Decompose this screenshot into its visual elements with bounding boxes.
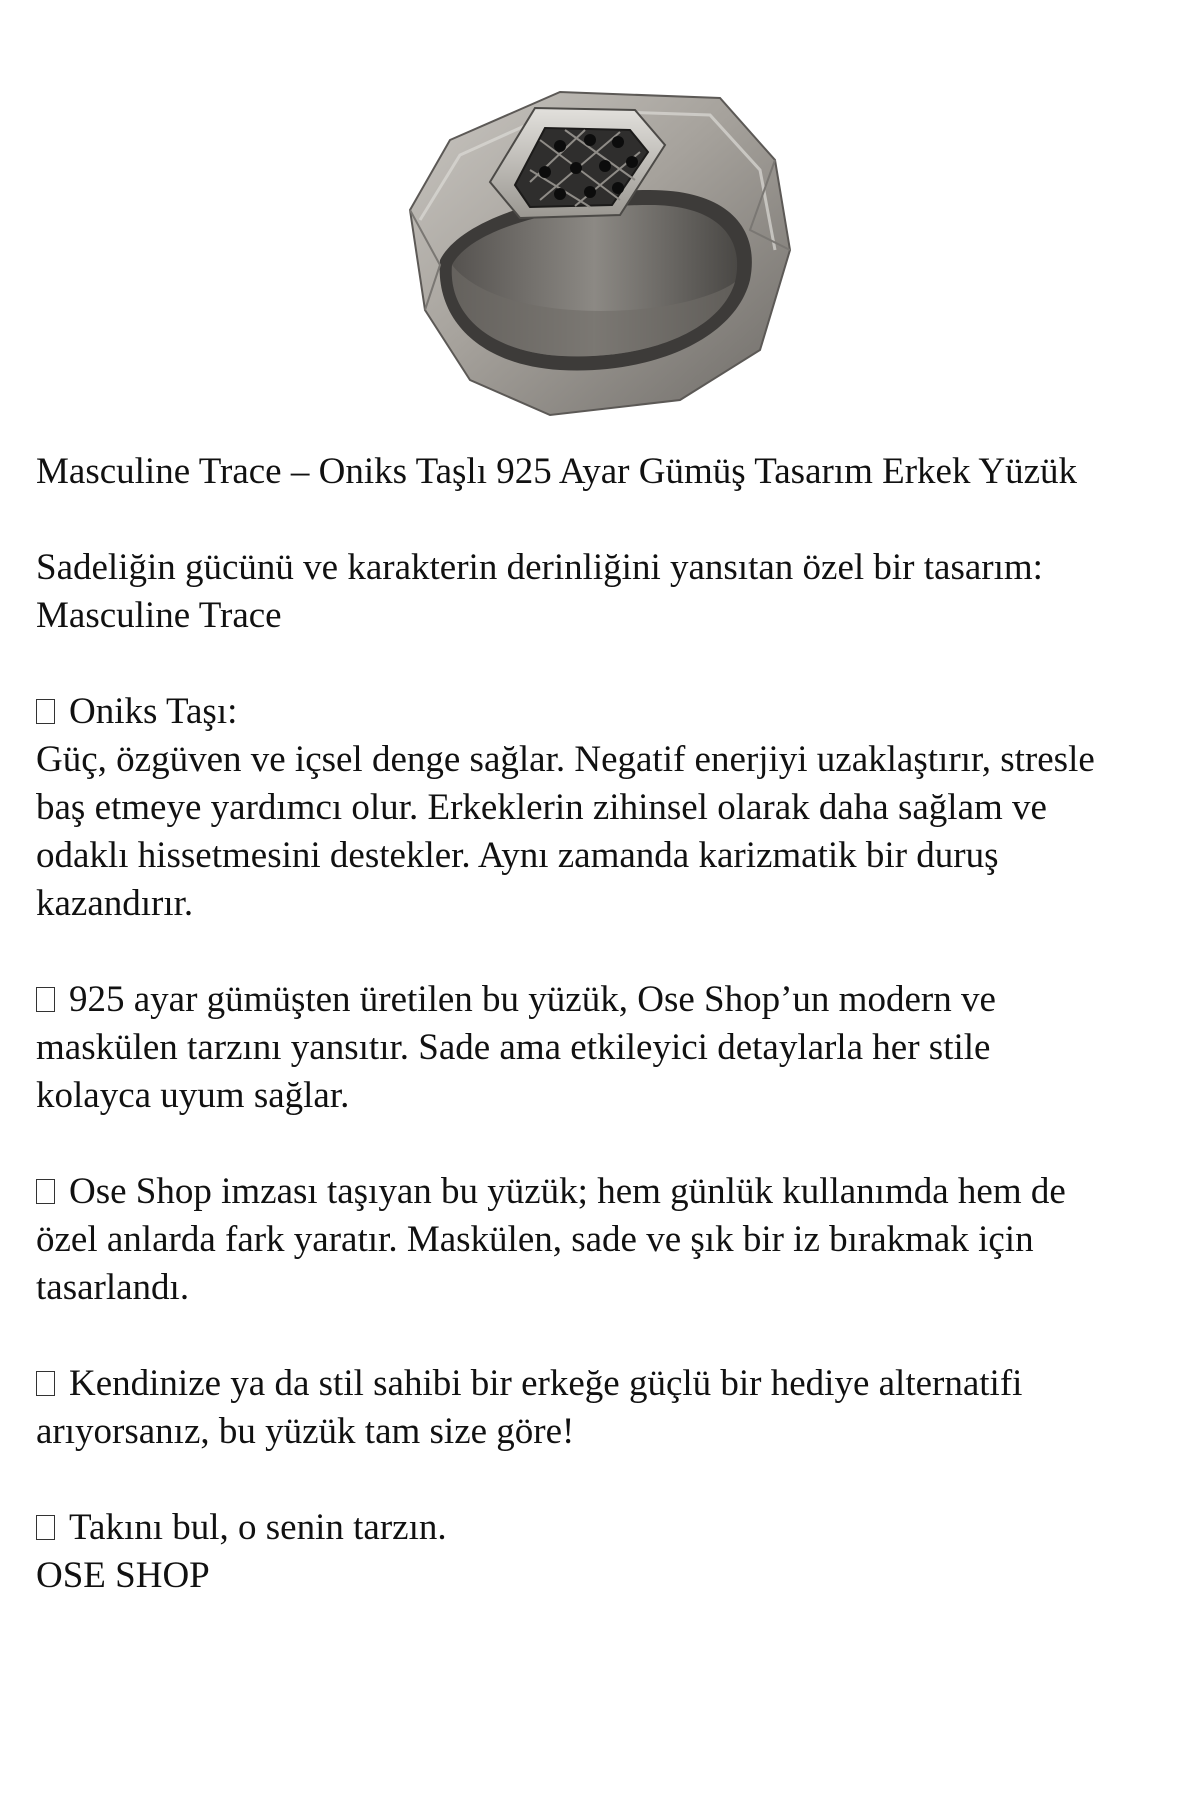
product-description xyxy=(36,448,1176,1600)
section-1-line-2: baş etmeye yardımcı olur. Erkeklerin zihinsel olarak daha sağlam ve xyxy=(36,787,1047,828)
section-4-line-1-text: Kendinize ya da stil sahibi bir erkeğe güçlü bir hediye alternatifi xyxy=(69,1363,1023,1404)
bullet-box-icon xyxy=(36,1515,55,1540)
section-1-line-3: odaklı hissetmesini destekler. Aynı zamanda karizmatik bir duruş xyxy=(36,835,999,876)
section-1-heading-text: Oniks Taşı: xyxy=(69,691,238,732)
section-3-line-1 xyxy=(36,1168,1176,1216)
section-1-heading xyxy=(36,688,1176,736)
section-4-line-1 xyxy=(36,1360,1176,1408)
intro-line-1: Sadeliğin gücünü ve karakterin derinliğini yansıtan özel bir tasarım: xyxy=(36,547,1043,588)
brand-name: OSE SHOP xyxy=(36,1555,210,1596)
spacer xyxy=(36,496,1176,544)
bullet-box-icon xyxy=(36,987,55,1012)
section-2-line-1 xyxy=(36,976,1176,1024)
closing-line xyxy=(36,1504,1176,1552)
section-4-line-2: arıyorsanız, bu yüzük tam size göre! xyxy=(36,1411,575,1452)
closing-line-text: Takını bul, o senin tarzın. xyxy=(69,1507,447,1548)
intro-line-2: Masculine Trace xyxy=(36,595,282,636)
section-1-line-4: kazandırır. xyxy=(36,883,194,924)
section-2-line-2: maskülen tarzını yansıtır. Sade ama etkileyici detaylarla her stile xyxy=(36,1027,991,1068)
bullet-box-icon xyxy=(36,1371,55,1396)
section-3-line-2: özel anlarda fark yaratır. Maskülen, sade ve şık bir iz bırakmak için xyxy=(36,1219,1034,1260)
product-image xyxy=(390,70,810,440)
section-3-line-3: tasarlandı. xyxy=(36,1267,190,1308)
section-2-line-3: kolayca uyum sağlar. xyxy=(36,1075,350,1116)
spacer xyxy=(36,1312,1176,1360)
spacer xyxy=(36,640,1176,688)
spacer xyxy=(36,928,1176,976)
section-1-line-1: Güç, özgüven ve içsel denge sağlar. Negatif enerjiyi uzaklaştırır, stresle xyxy=(36,739,1095,780)
section-3-line-1-text: Ose Shop imzası taşıyan bu yüzük; hem günlük kullanımda hem de xyxy=(69,1171,1066,1212)
onyx-silver-ring-icon xyxy=(390,70,810,440)
bullet-box-icon xyxy=(36,1179,55,1204)
bullet-box-icon xyxy=(36,699,55,724)
product-title: Masculine Trace – Oniks Taşlı 925 Ayar Gümüş Tasarım Erkek Yüzük xyxy=(36,451,1077,492)
spacer xyxy=(36,1120,1176,1168)
spacer xyxy=(36,1456,1176,1504)
section-2-line-1-text: 925 ayar gümüşten üretilen bu yüzük, Ose Shop’un modern ve xyxy=(69,979,996,1020)
